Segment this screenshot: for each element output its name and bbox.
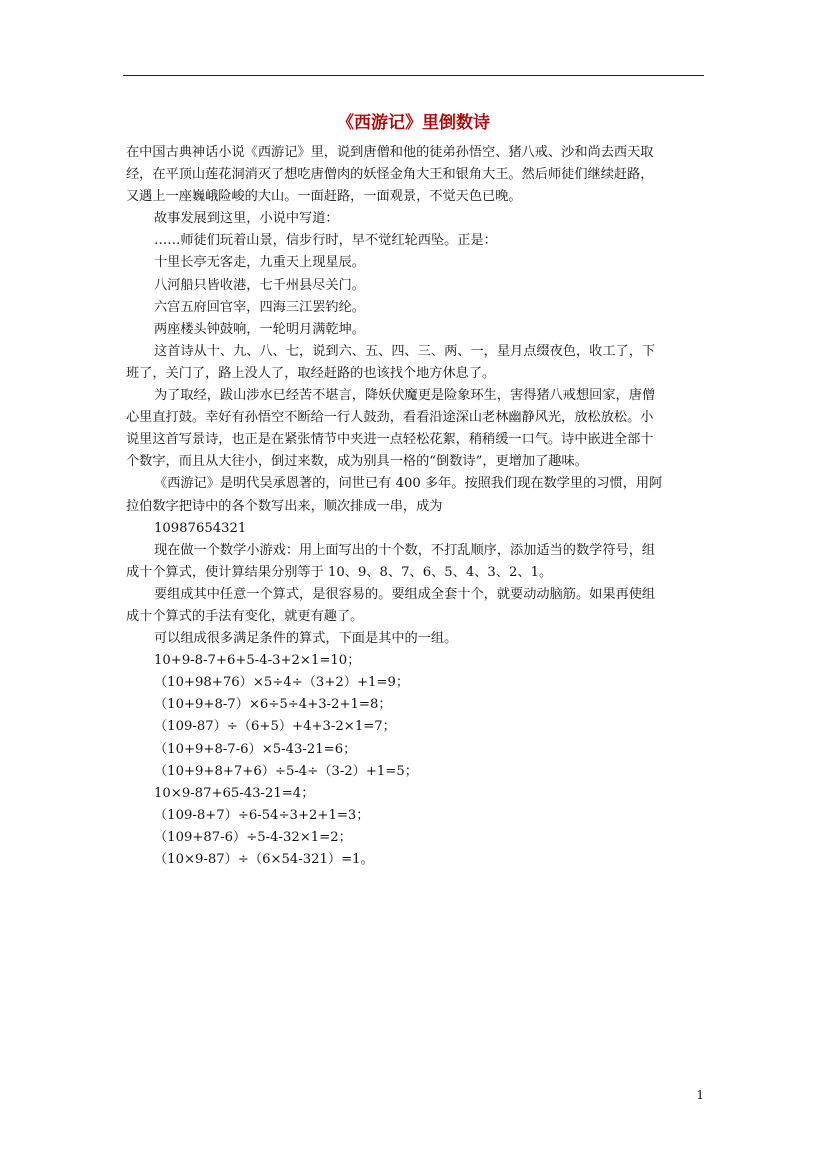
text-line: 两座楼头钟鼓响，一轮明月满乾坤。 — [154, 321, 365, 337]
text-line: 六宫五府回官宰，四海三江罢钓纶。 — [154, 299, 365, 315]
text-line: 经，在平顶山莲花洞消灭了想吃唐僧肉的妖怪金角大王和银角大王。然后师徒们继续赶路， — [126, 167, 654, 183]
text-line: 在中国古典神话小说《西游记》里，说到唐僧和他的徒弟孙悟空、猪八戒、沙和尚去西天取 — [126, 145, 654, 160]
text-line: 现在做一个数学小游戏：用上面写出的十个数，不打乱顺序，添加适当的数学符号，组 — [154, 542, 656, 558]
text-line: ……师徒们玩着山景，信步行时，早不觉红轮西坠。正是： — [154, 233, 497, 249]
page-title: 《西游记》里倒数诗 — [337, 113, 490, 133]
page-number: 1 — [696, 1088, 704, 1102]
text-line: （109+87-6）÷5-4-32×1=2； — [154, 829, 352, 845]
header-rule — [123, 75, 704, 76]
text-line: 10+9-8-7+6+5-4-3+2×1=10； — [154, 653, 361, 669]
text-line: 为了取经，跋山涉水已经苦不堪言，降妖伏魔更是险象环生，害得猪八戒想回家，唐僧 — [154, 388, 656, 404]
text-line: 说里这首写景诗，也正是在紧张情节中夹进一点轻松花絮，稍稍缓一口气。诗中嵌进全部十 — [126, 432, 654, 448]
text-line: 八河船只皆收港，七千州县尽关门。 — [154, 277, 365, 293]
text-line: （10+9+8-7-6）×5-43-21=6； — [154, 741, 357, 757]
text-line: 心里直打鼓。幸好有孙悟空不断给一行人鼓劲，看看沿途深山老林幽静风光，放松放松。小 — [126, 410, 654, 426]
text-line: （109-87）÷（6+5）+4+3-2×1=7； — [154, 719, 396, 735]
text-line: 这首诗从十、九、八、七，说到六、五、四、三、两、一，星月点缀夜色，收工了，下 — [154, 343, 656, 359]
text-line: 拉伯数字把诗中的各个数写出来，顺次排成一串，成为 — [126, 498, 443, 514]
text-line: 成十个算式的手法有变化，就更有趣了。 — [126, 608, 364, 624]
text-line: 又遇上一座巍峨险峻的大山。一面赶路，一面观景，不觉天色已晚。 — [126, 189, 522, 205]
text-line: （10+9+8-7）×6÷5÷4+3-2+1=8； — [154, 697, 392, 713]
text-line: 班了，关门了，路上没人了，取经赶路的也该找个地方休息了。 — [126, 365, 496, 381]
text-line: 10987654321 — [154, 520, 247, 536]
text-line: 成十个算式，使计算结果分别等于 10、9、8、7、6、5、4、3、2、1。 — [126, 564, 553, 580]
text-line: 个数字，而且从大往小，倒过来数，成为别具一格的“倒数诗”，更增加了趣味。 — [126, 454, 588, 470]
article-body — [126, 142, 704, 871]
text-line: （10×9-87）÷（6×54-321）=1。 — [154, 852, 374, 867]
text-line: 要组成其中任意一个算式，是很容易的。要组成全套十个，就要动动脑筋。如果再使组 — [154, 586, 656, 602]
text-line: 可以组成很多满足条件的算式，下面是其中的一组。 — [154, 631, 458, 647]
text-line: （10+9+8+7+6）÷5-4÷（3-2）+1=5； — [154, 763, 418, 779]
text-line: （109-8+7）÷6-54÷3+2+1=3； — [154, 807, 370, 823]
text-line: 十里长亭无客走，九重天上现星辰。 — [154, 255, 365, 271]
text-line: （10+98+76）×5÷4÷（3+2）+1=9； — [154, 675, 410, 691]
text-line: 《西游记》是明代吴承恩著的，问世已有 400 多年。按照我们现在数学里的习惯，用阿 — [154, 476, 663, 492]
text-line: 10×9-87+65-43-21=4； — [154, 785, 315, 801]
text-line: 故事发展到这里，小说中写道： — [154, 211, 339, 227]
